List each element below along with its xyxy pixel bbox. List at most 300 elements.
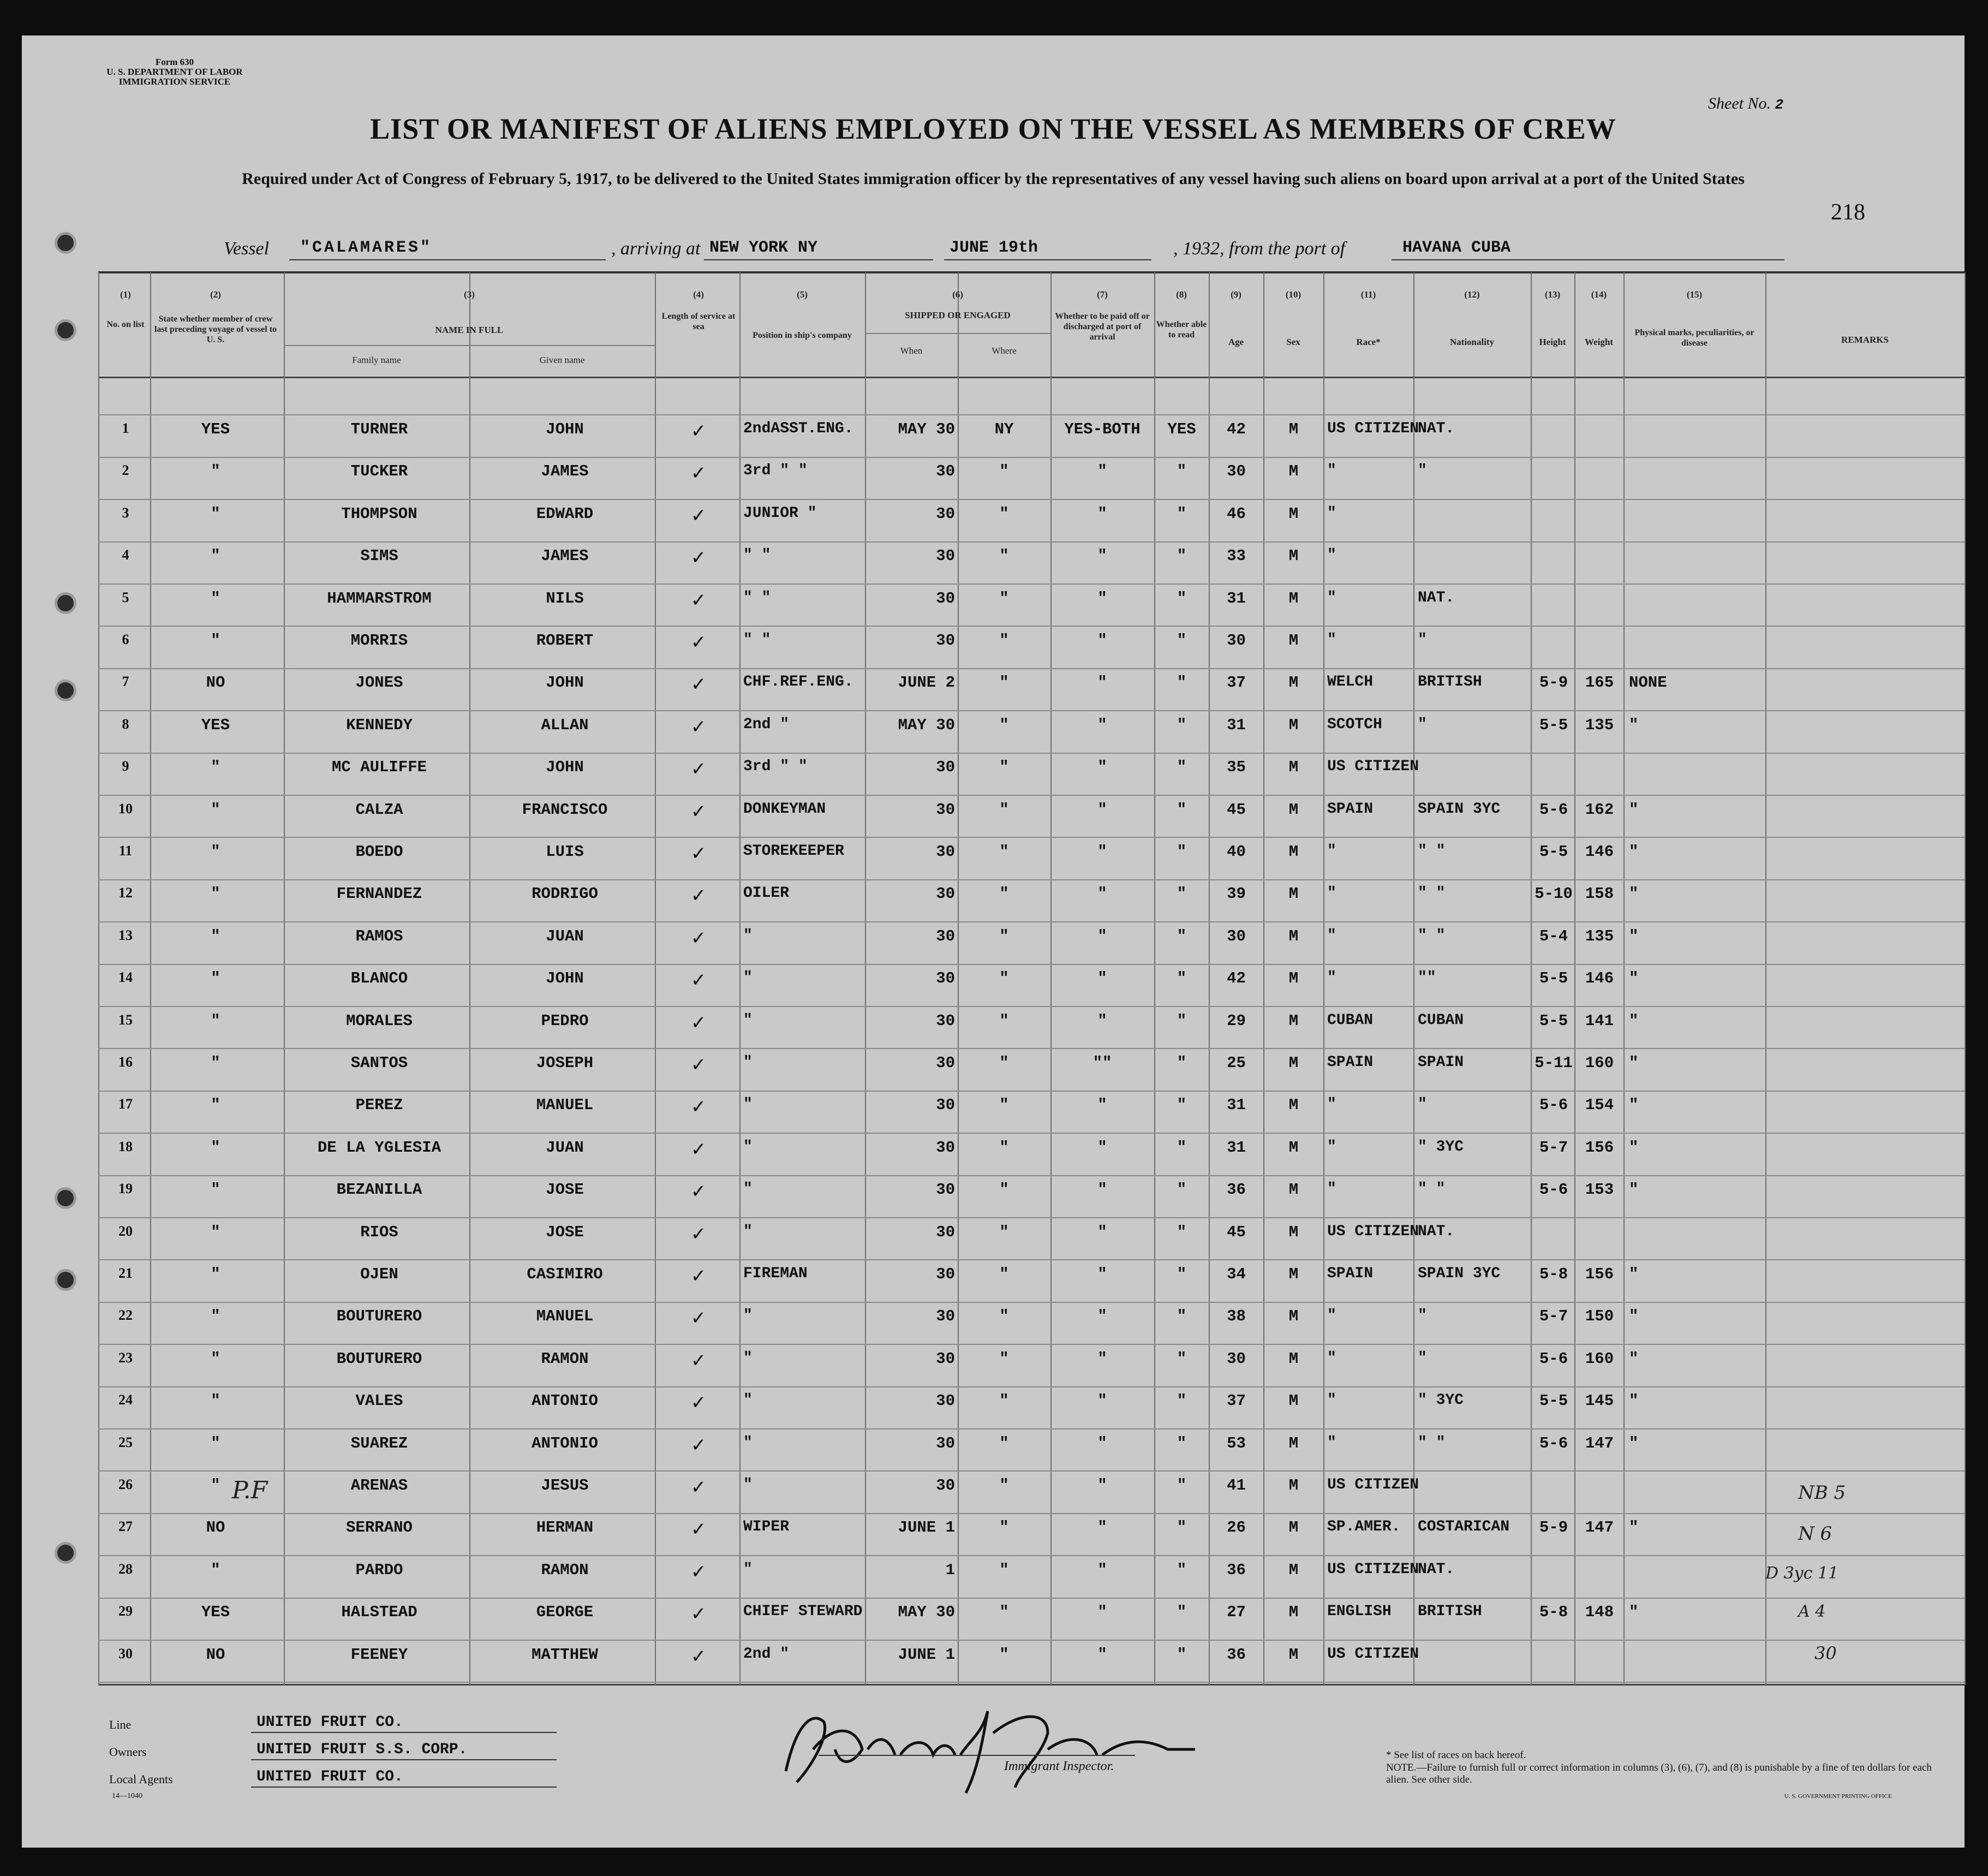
document-title: LIST OR MANIFEST OF ALIENS EMPLOYED ON THE VESSEL AS MEMBERS OF CREW xyxy=(370,112,1616,145)
cell-no: 21 xyxy=(118,1265,133,1281)
cell-position: " xyxy=(743,1392,753,1409)
col-num-14: (14) xyxy=(1591,289,1607,300)
cell-position: " xyxy=(743,1054,753,1071)
row-rule xyxy=(98,1428,1965,1430)
cell-service: ✓ xyxy=(690,1518,707,1540)
cell-paid: " xyxy=(1097,1139,1107,1157)
cell-no: 14 xyxy=(118,969,133,985)
cell-weight: 162 xyxy=(1585,801,1614,819)
cell-given: NILS xyxy=(546,589,584,608)
cell-position: " xyxy=(743,1181,753,1198)
cell-family: THOMPSON xyxy=(341,505,417,523)
cell-race: SP.AMER. xyxy=(1327,1518,1401,1535)
cell-nationality: " xyxy=(1418,1307,1427,1324)
cell-read: " xyxy=(1177,843,1187,861)
row-rule xyxy=(98,1386,1965,1387)
cell-when: 30 xyxy=(936,547,955,565)
row-rule xyxy=(98,1133,1965,1134)
cell-paid: " xyxy=(1097,969,1107,987)
col-head-remarks: REMARKS xyxy=(1841,335,1889,345)
column-rule xyxy=(1050,272,1052,1685)
act-subtitle: Required under Act of Congress of February 5, 1917, to be delivered to the United States immigration officer by the representatives of any vessel having such aliens on board upon arrival at a port of the United States xyxy=(242,170,1745,188)
cell-no: 27 xyxy=(118,1518,133,1534)
cell-when: 30 xyxy=(936,1434,955,1452)
cell-given: JOSE xyxy=(546,1181,584,1199)
cell-paid: " xyxy=(1097,1646,1107,1664)
cell-read: " xyxy=(1177,1434,1187,1452)
cell-no: 1 xyxy=(122,420,129,436)
cell-given: GEORGE xyxy=(536,1603,594,1621)
col-num-7: (7) xyxy=(1097,289,1108,300)
cell-where: " xyxy=(999,505,1009,523)
cell-when: JUNE 2 xyxy=(898,674,955,692)
cell-service: ✓ xyxy=(690,1476,707,1498)
cell-prev: " xyxy=(211,589,220,608)
cell-age: 31 xyxy=(1227,589,1246,608)
row-rule xyxy=(98,1640,1965,1641)
cell-where: " xyxy=(999,1265,1009,1283)
cell-age: 33 xyxy=(1227,547,1246,565)
cell-marks: " xyxy=(1629,1307,1639,1325)
cell-race: " xyxy=(1327,589,1336,606)
row-rule xyxy=(98,1682,1965,1683)
cell-sex: M xyxy=(1288,505,1299,523)
cell-family: JONES xyxy=(355,674,403,692)
cell-prev: " xyxy=(211,1561,220,1579)
cell-marks: " xyxy=(1629,1012,1639,1030)
cell-paid: " xyxy=(1097,1434,1107,1452)
row-rule xyxy=(98,499,1965,500)
cell-read: " xyxy=(1177,1265,1187,1283)
cell-race: " xyxy=(1327,1139,1336,1156)
arrival-date: JUNE 19th xyxy=(950,239,1038,257)
cell-marks: " xyxy=(1629,969,1639,987)
cell-read: " xyxy=(1177,1476,1187,1494)
cell-age: 30 xyxy=(1227,462,1246,480)
cell-where: " xyxy=(999,801,1009,819)
footer-form-code: 14—1040 xyxy=(112,1792,142,1800)
cell-paid: " xyxy=(1097,1603,1107,1621)
race-note: * See list of races on back hereof. xyxy=(1386,1749,1526,1761)
cell-where: " xyxy=(999,547,1009,565)
col-num-8: (8) xyxy=(1176,289,1187,300)
cell-weight: 147 xyxy=(1585,1518,1614,1536)
col-head-physical: Physical marks, peculiarities, or disease xyxy=(1634,328,1754,348)
cell-no: 13 xyxy=(118,927,133,943)
col-head-age: Age xyxy=(1228,337,1244,347)
cell-age: 36 xyxy=(1227,1646,1246,1664)
cell-service: ✓ xyxy=(690,632,707,653)
cell-no: 22 xyxy=(118,1307,133,1323)
cell-family: SERRANO xyxy=(346,1518,413,1536)
cell-service: ✓ xyxy=(690,1012,707,1034)
cell-sex: M xyxy=(1288,1012,1299,1030)
col-head-paidoff: Whether to be paid off or discharged at port of arrival xyxy=(1055,312,1150,342)
footer-agents-value: UNITED FRUIT CO. xyxy=(256,1768,403,1785)
cell-position: 2nd " xyxy=(743,1646,790,1663)
col-head-position: Position in ship's company xyxy=(753,331,852,340)
cell-prev: " xyxy=(211,1054,220,1072)
cell-age: 31 xyxy=(1227,1139,1246,1157)
cell-service: ✓ xyxy=(690,1096,707,1118)
cell-when: MAY 30 xyxy=(898,420,955,438)
cell-sex: M xyxy=(1288,1518,1299,1536)
cell-where: " xyxy=(999,716,1009,734)
cell-race: " xyxy=(1327,1096,1336,1113)
column-rule xyxy=(655,272,656,1685)
cell-service: ✓ xyxy=(690,927,707,949)
cell-paid: " xyxy=(1097,1476,1107,1494)
cell-when: 30 xyxy=(936,1307,955,1325)
cell-sex: M xyxy=(1288,674,1299,692)
cell-race: SPAIN xyxy=(1327,1054,1374,1071)
cell-position: " xyxy=(743,1561,753,1578)
cell-family: CALZA xyxy=(355,801,403,819)
cell-no: 12 xyxy=(118,885,133,901)
row-rule xyxy=(98,1259,1965,1260)
footer-agents-label: Local Agents xyxy=(109,1772,173,1786)
cell-where: " xyxy=(999,1392,1009,1410)
row-rule xyxy=(98,1302,1965,1303)
cell-no: 11 xyxy=(118,843,133,859)
column-rule xyxy=(1263,272,1264,1685)
cell-nationality: " " xyxy=(1418,885,1446,902)
cell-marks: " xyxy=(1629,1096,1639,1114)
cell-paid: " xyxy=(1097,758,1107,776)
cell-height: 5-6 xyxy=(1539,1434,1568,1452)
cell-marks: " xyxy=(1629,885,1639,903)
cell-read: " xyxy=(1177,758,1187,776)
cell-sex: M xyxy=(1288,547,1299,565)
cell-no: 19 xyxy=(118,1181,133,1196)
cell-family: FEENEY xyxy=(350,1646,408,1664)
cell-paid: " xyxy=(1097,674,1107,692)
cell-position: " " xyxy=(743,589,771,606)
col-head-name: NAME IN FULL xyxy=(435,325,504,335)
cell-no: 20 xyxy=(118,1223,133,1239)
cell-family: PARDO xyxy=(355,1561,403,1579)
cell-age: 27 xyxy=(1227,1603,1246,1621)
cell-age: 37 xyxy=(1227,1392,1246,1410)
cell-service: ✓ xyxy=(690,1265,707,1287)
column-rule xyxy=(284,272,285,1685)
punch-hole-icon xyxy=(55,592,76,614)
cell-nationality: SPAIN xyxy=(1418,1054,1464,1071)
cell-given: FRANCISCO xyxy=(522,801,608,819)
cell-family: BOUTURERO xyxy=(336,1350,422,1368)
remark-row27: NB 5 xyxy=(1798,1482,1846,1504)
cell-height: 5-6 xyxy=(1539,1181,1568,1199)
cell-read: YES xyxy=(1167,420,1196,438)
col-num-15: (15) xyxy=(1686,289,1703,300)
cell-paid: " xyxy=(1097,716,1107,734)
cell-given: JAMES xyxy=(541,462,589,480)
name-subrule xyxy=(284,345,655,346)
cell-paid: " xyxy=(1097,1096,1107,1114)
cell-nationality: " xyxy=(1418,1350,1427,1367)
cell-prev: NO xyxy=(206,674,225,692)
cell-race: " xyxy=(1327,632,1336,648)
cell-race: US CITIZEN xyxy=(1327,420,1419,437)
cell-given: MANUEL xyxy=(536,1307,594,1325)
cell-race: " xyxy=(1327,462,1336,479)
cell-when: 30 xyxy=(936,1392,955,1410)
cell-nationality: NAT. xyxy=(1418,589,1455,606)
cell-prev: " xyxy=(211,462,220,480)
cell-marks: " xyxy=(1629,1350,1639,1368)
column-rule xyxy=(1965,272,1966,1685)
cell-marks: " xyxy=(1629,1603,1639,1621)
cell-read: " xyxy=(1177,1392,1187,1410)
cell-given: JOSEPH xyxy=(536,1054,594,1072)
cell-sex: M xyxy=(1288,1434,1299,1452)
cell-service: ✓ xyxy=(690,716,707,738)
cell-given: JOSE xyxy=(546,1223,584,1241)
cell-nationality: " " xyxy=(1418,1181,1446,1198)
cell-position: 3rd " " xyxy=(743,758,808,775)
cell-service: ✓ xyxy=(690,1392,707,1414)
cell-where: " xyxy=(999,1096,1009,1114)
cell-marks: " xyxy=(1629,1139,1639,1157)
cell-prev: " xyxy=(211,758,220,776)
cell-prev: YES xyxy=(201,1603,230,1621)
cell-height: 5-5 xyxy=(1539,1012,1568,1030)
cell-weight: 141 xyxy=(1585,1012,1614,1030)
cell-age: 29 xyxy=(1227,1012,1246,1030)
manifest-sheet xyxy=(22,35,1965,1848)
cell-age: 26 xyxy=(1227,1518,1246,1536)
cell-where: " xyxy=(999,1434,1009,1452)
cell-prev: NO xyxy=(206,1518,225,1536)
cell-prev: " xyxy=(211,927,220,945)
cell-no: 29 xyxy=(118,1603,133,1619)
col-head-when: When xyxy=(900,346,923,356)
cell-paid: " xyxy=(1097,547,1107,565)
cell-marks: " xyxy=(1629,716,1639,734)
cell-sex: M xyxy=(1288,1096,1299,1114)
cell-family: PEREZ xyxy=(355,1096,403,1114)
cell-read: " xyxy=(1177,1603,1187,1621)
cell-race: US CITIZEN xyxy=(1327,758,1419,775)
cell-given: MANUEL xyxy=(536,1096,594,1114)
cell-position: 2nd " xyxy=(743,716,790,733)
cell-race: WELCH xyxy=(1327,674,1374,690)
cell-paid: " xyxy=(1097,927,1107,945)
cell-marks: " xyxy=(1629,801,1639,819)
cell-age: 36 xyxy=(1227,1181,1246,1199)
col-num-2: (2) xyxy=(210,289,221,300)
cell-age: 39 xyxy=(1227,885,1246,903)
cell-nationality: BRITISH xyxy=(1418,674,1482,690)
date-underline xyxy=(944,259,1151,260)
cell-position: " xyxy=(743,969,753,986)
cell-weight: 160 xyxy=(1585,1350,1614,1368)
cell-weight: 135 xyxy=(1585,927,1614,945)
row-rule xyxy=(98,1091,1965,1092)
cell-prev: " xyxy=(211,1350,220,1368)
cell-position: " xyxy=(743,1434,753,1451)
cell-sex: M xyxy=(1288,420,1299,438)
cell-family: MORRIS xyxy=(350,632,408,650)
cell-race: ENGLISH xyxy=(1327,1603,1392,1620)
cell-when: 30 xyxy=(936,843,955,861)
cell-family: BOUTURERO xyxy=(336,1307,422,1325)
cell-no: 10 xyxy=(118,801,133,817)
cell-family: SANTOS xyxy=(350,1054,408,1072)
cell-prev: " xyxy=(211,1012,220,1030)
cell-given: JAMES xyxy=(541,547,589,565)
cell-height: 5-10 xyxy=(1535,885,1573,903)
cell-height: 5-9 xyxy=(1539,1518,1568,1536)
cell-nationality: NAT. xyxy=(1418,1561,1455,1578)
cell-race: " xyxy=(1327,843,1336,860)
cell-sex: M xyxy=(1288,462,1299,480)
cell-service: ✓ xyxy=(690,801,707,823)
cell-where: " xyxy=(999,758,1009,776)
row-rule xyxy=(98,414,1965,415)
cell-height: 5-6 xyxy=(1539,801,1568,819)
cell-paid: " xyxy=(1097,632,1107,650)
form-service: IMMIGRATION SERVICE xyxy=(118,76,231,87)
cell-age: 34 xyxy=(1227,1265,1246,1283)
cell-when: MAY 30 xyxy=(898,716,955,734)
cell-prev: " xyxy=(211,1181,220,1199)
col-head-weight: Weight xyxy=(1585,337,1613,347)
vessel-underline xyxy=(289,259,606,260)
cell-race: " xyxy=(1327,547,1336,564)
cell-sex: M xyxy=(1288,885,1299,903)
table-header-bottom xyxy=(98,377,1965,378)
cell-service: ✓ xyxy=(690,1434,707,1456)
cell-when: MAY 30 xyxy=(898,1603,955,1621)
cell-nationality: " " xyxy=(1418,927,1446,944)
cell-read: " xyxy=(1177,885,1187,903)
row-rule xyxy=(98,626,1965,627)
cell-family: BLANCO xyxy=(350,969,408,987)
arrival-port: NEW YORK NY xyxy=(709,239,818,257)
cell-position: " " xyxy=(743,632,771,648)
punch-hole-icon xyxy=(55,1542,76,1564)
arrival-underline xyxy=(704,259,933,260)
cell-no: 28 xyxy=(118,1561,133,1577)
cell-position: " xyxy=(743,1139,753,1156)
cell-read: " xyxy=(1177,1223,1187,1241)
cell-race: US CITIZEN xyxy=(1327,1223,1419,1240)
cell-weight: 146 xyxy=(1585,843,1614,861)
cell-service: ✓ xyxy=(690,462,707,484)
cell-nationality: BRITISH xyxy=(1418,1603,1482,1620)
cell-where: " xyxy=(999,1054,1009,1072)
punch-hole-icon xyxy=(55,1269,76,1291)
cell-age: 45 xyxy=(1227,1223,1246,1241)
cell-height: 5-6 xyxy=(1539,1096,1568,1114)
column-rule xyxy=(1209,272,1210,1685)
cell-prev: NO xyxy=(206,1646,225,1664)
cell-when: 1 xyxy=(945,1561,955,1579)
cell-prev: " xyxy=(211,632,220,650)
cell-when: 30 xyxy=(936,801,955,819)
cell-position: CHF.REF.ENG. xyxy=(743,674,853,690)
cell-height: 5-8 xyxy=(1539,1603,1568,1621)
col-head-nationality: Nationality xyxy=(1449,337,1495,347)
cell-given: ANTONIO xyxy=(532,1392,598,1410)
cell-family: OJEN xyxy=(360,1265,398,1283)
col-num-1: (1) xyxy=(120,289,131,300)
cell-marks: " xyxy=(1629,1518,1639,1536)
cell-where: " xyxy=(999,1603,1009,1621)
cell-prev: " xyxy=(211,1434,220,1452)
cell-no: 18 xyxy=(118,1139,133,1154)
cell-where: " xyxy=(999,1350,1009,1368)
cell-height: 5-7 xyxy=(1539,1307,1568,1325)
punch-hole-icon xyxy=(55,1187,76,1209)
cell-marks: " xyxy=(1629,1392,1639,1410)
cell-prev: " xyxy=(211,1265,220,1283)
vessel-line: Vessel xyxy=(224,239,270,259)
cell-paid: " xyxy=(1097,801,1107,819)
row-rule xyxy=(98,1555,1965,1556)
cell-age: 41 xyxy=(1227,1476,1246,1494)
cell-position: " xyxy=(743,1476,753,1493)
cell-age: 35 xyxy=(1227,758,1246,776)
port-underline xyxy=(1392,259,1784,260)
cell-read: " xyxy=(1177,1181,1187,1199)
cell-service: ✓ xyxy=(690,1223,707,1245)
departure-port: HAVANA CUBA xyxy=(1402,239,1511,257)
cell-family: SUAREZ xyxy=(350,1434,408,1452)
cell-paid: " xyxy=(1097,1518,1107,1536)
col-head-sex: Sex xyxy=(1286,337,1300,347)
cell-read: " xyxy=(1177,1307,1187,1325)
cell-given: EDWARD xyxy=(536,505,594,523)
cell-height: 5-5 xyxy=(1539,843,1568,861)
cell-weight: 165 xyxy=(1585,674,1614,692)
cell-weight: 153 xyxy=(1585,1181,1614,1199)
row-rule xyxy=(98,1048,1965,1049)
row-rule xyxy=(98,879,1965,880)
cell-position: WIPER xyxy=(743,1518,790,1535)
cell-service: ✓ xyxy=(690,420,707,442)
row-rule xyxy=(98,1598,1965,1599)
cell-weight: 156 xyxy=(1585,1265,1614,1283)
cell-no: 4 xyxy=(122,547,129,563)
cell-sex: M xyxy=(1288,1350,1299,1368)
cell-service: ✓ xyxy=(690,1350,707,1372)
cell-read: " xyxy=(1177,589,1187,608)
cell-read: " xyxy=(1177,801,1187,819)
row-rule xyxy=(98,457,1965,458)
cell-position: " xyxy=(743,1307,753,1324)
cell-height: 5-9 xyxy=(1539,674,1568,692)
cell-when: 30 xyxy=(936,927,955,945)
cell-no: 16 xyxy=(118,1054,133,1070)
cell-where: " xyxy=(999,632,1009,650)
cell-sex: M xyxy=(1288,927,1299,945)
cell-when: 30 xyxy=(936,1181,955,1199)
cell-marks: " xyxy=(1629,1434,1639,1452)
cell-sex: M xyxy=(1288,589,1299,608)
cell-prev: " xyxy=(211,1476,220,1494)
table-top-border xyxy=(98,271,1965,273)
penalty-note: NOTE.—Failure to furnish full or correct information in columns (3), (6), (7), and (8) is punishable by a fine of ten dollars for each alien. See other side. xyxy=(1386,1762,1932,1785)
cell-sex: M xyxy=(1288,1476,1299,1494)
footer-owners-rule xyxy=(251,1759,557,1760)
cell-race: SPAIN xyxy=(1327,801,1374,818)
cell-family: ARENAS xyxy=(350,1476,408,1494)
cell-where: " xyxy=(999,674,1009,692)
col-num-10: (10) xyxy=(1285,289,1302,300)
form-agency: U. S. DEPARTMENT OF LABOR xyxy=(106,67,243,77)
